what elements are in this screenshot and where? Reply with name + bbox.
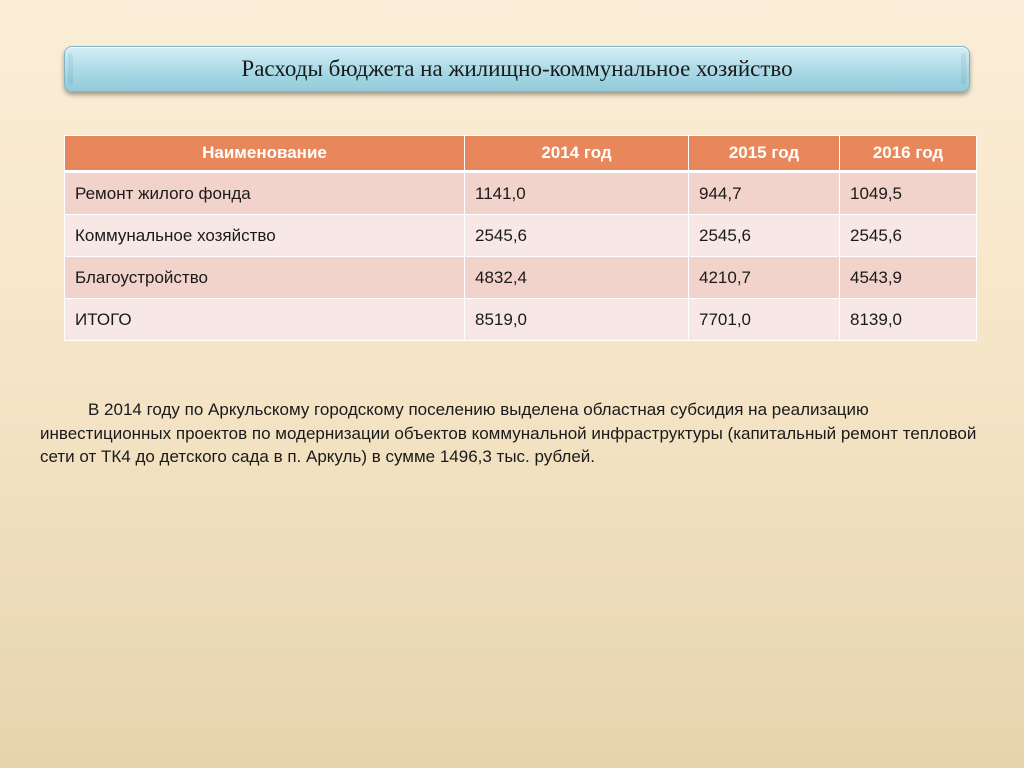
- budget-table: [64, 135, 977, 341]
- value-cell: 2545,6: [465, 215, 689, 257]
- table-row-total: [65, 299, 977, 341]
- row-name-cell: ИТОГО: [65, 299, 465, 341]
- column-header: 2016 год: [840, 136, 977, 172]
- column-header: 2015 год: [689, 136, 840, 172]
- value-cell: 944,7: [689, 172, 840, 215]
- column-header: 2014 год: [465, 136, 689, 172]
- row-name-cell: Благоустройство: [65, 257, 465, 299]
- value-cell: 4210,7: [689, 257, 840, 299]
- row-name-cell: Коммунальное хозяйство: [65, 215, 465, 257]
- value-cell: 8519,0: [465, 299, 689, 341]
- value-cell: 4832,4: [465, 257, 689, 299]
- slide-title: Расходы бюджета на жилищно-коммунальное хозяйство: [241, 56, 793, 81]
- value-cell: 4543,9: [840, 257, 977, 299]
- table-row: [65, 257, 977, 299]
- table-header-row: [65, 136, 977, 172]
- title-banner: [64, 46, 970, 92]
- subsidy-note: В 2014 году по Аркульскому городскому поселению выделена областная субсидия на реализацию инвестиционных проектов по модернизации объектов коммунальной инфраструктуры (капитальный ремонт тепловой сети от ТК4 до детского сада в п. Аркуль) в сумме 1496,3 тыс. рублей.: [40, 400, 977, 466]
- column-header: Наименование: [65, 136, 465, 172]
- row-name-cell: Ремонт жилого фонда: [65, 172, 465, 215]
- value-cell: 7701,0: [689, 299, 840, 341]
- value-cell: 1141,0: [465, 172, 689, 215]
- value-cell: 1049,5: [840, 172, 977, 215]
- value-cell: 8139,0: [840, 299, 977, 341]
- value-cell: 2545,6: [840, 215, 977, 257]
- table-row: [65, 172, 977, 215]
- value-cell: 2545,6: [689, 215, 840, 257]
- table-row: [65, 215, 977, 257]
